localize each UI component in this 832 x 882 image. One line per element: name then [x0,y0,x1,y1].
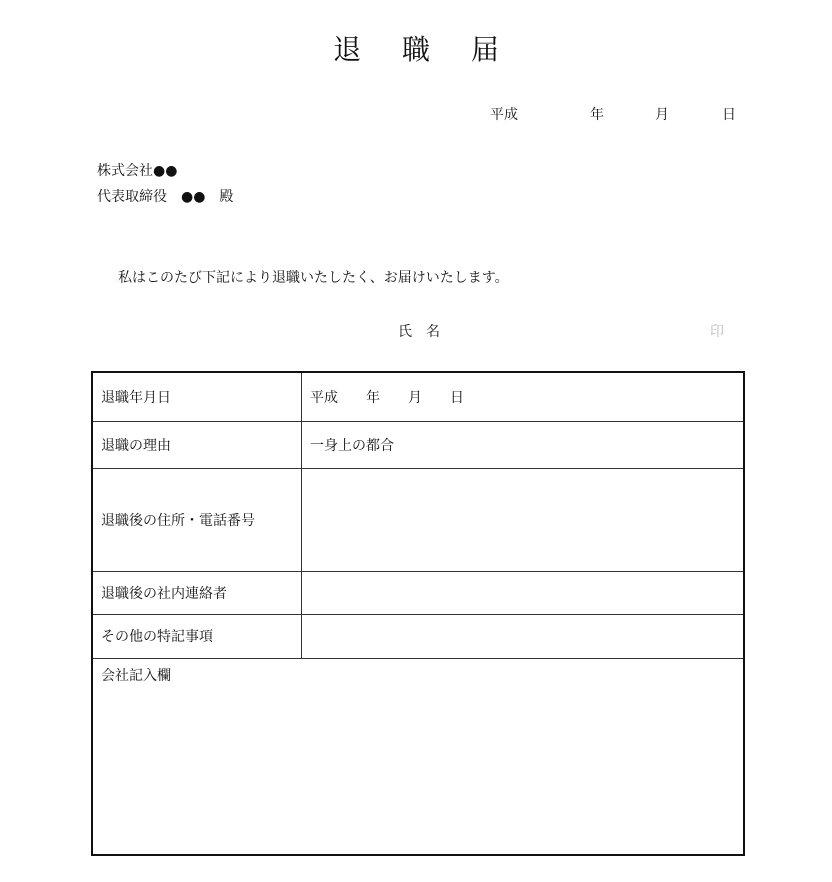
row-value[interactable] [302,468,745,571]
statement-text: 私はこのたび下記により退職いたしたく、お届けいたします。 [118,270,509,286]
date-era: 平成 [490,107,518,123]
date-month: 月 [655,107,669,123]
signature-name-label: 氏 名 [398,324,440,340]
table-row [92,614,744,658]
row-label: 退職後の社内連絡者 [92,571,302,614]
title-char: 職 [401,33,430,66]
row-value[interactable] [302,571,745,614]
row-label: 退職の理由 [92,421,302,468]
row-label: 退職後の住所・電話番号 [92,468,302,571]
row-value[interactable] [302,614,745,658]
date-year: 年 [590,107,604,123]
seal-label: 印 [710,324,724,340]
table-row [92,571,744,614]
row-label: その他の特記事項 [92,614,302,658]
table-row [92,372,744,421]
title-char: 届 [470,33,499,66]
date-day: 日 [722,107,736,123]
document-title [0,28,832,68]
resignation-details-table [91,371,745,856]
company-section[interactable]: 会社記入欄 [92,658,744,855]
addressee-company: 株式会社●● [97,163,178,179]
row-label: 退職年月日 [92,372,302,421]
company-section-row [92,658,744,855]
title-char: 退 [333,33,362,66]
table-row [92,468,744,571]
row-value[interactable]: 平成 年 月 日 [302,372,745,421]
row-value[interactable]: 一身上の都合 [302,421,745,468]
addressee-representative: 代表取締役 ●● 殿 [97,189,234,205]
table-row [92,421,744,468]
